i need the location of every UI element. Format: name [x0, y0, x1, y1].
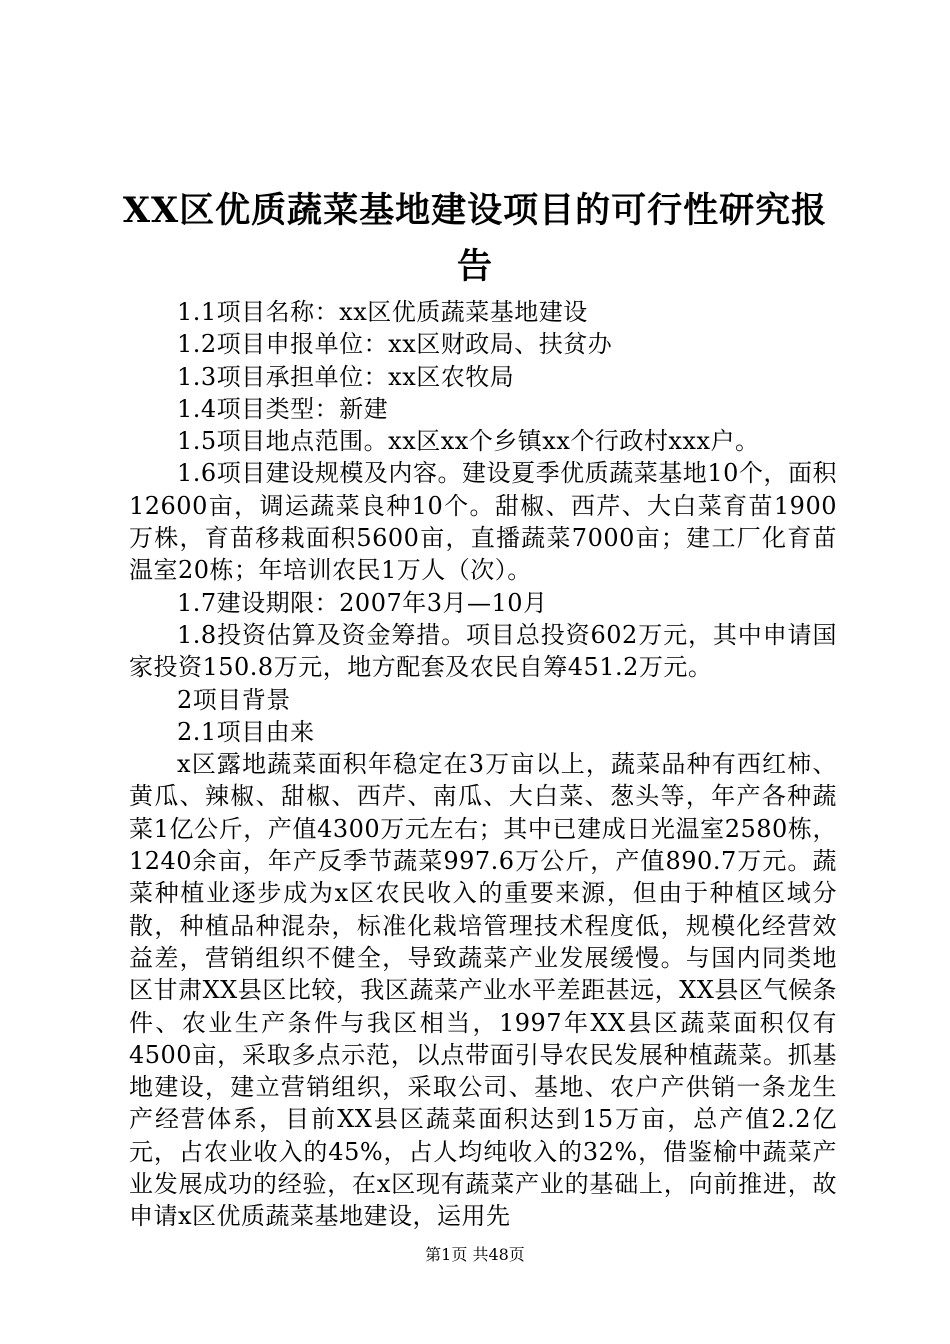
paragraph-project-type: 1.4项目类型：新建	[177, 394, 389, 423]
paragraph-origin-body: x区露地蔬菜面积年稳定在3万亩以上，蔬菜品种有西红柿、黄瓜、辣椒、甜椒、西芹、南瓜、大白菜、葱头等，年产各种蔬菜1亿公斤，产值4300万元左右；其中已建成日光温室2580栋，1240余亩，年产反季节蔬菜997.6万公斤，产值890.7万元。蔬菜种植业逐步成为x区农民收入的重要来源，但由于种植区域分散，种植品种混杂，标准化栽培管理技术程度低，规模化经营效益差，营销组织不健全，导致蔬菜产业发展缓慢。与国内同类地区甘肃XX县区比较，我区蔬菜产业水平差距甚远，XX县区气候条件、农业生产条件与我区相当，1997年XX县区蔬菜面积仅有4500亩，采取多点示范，以点带面引导农民发展种植蔬菜。抓基地建设，建立营销组织，采取公司、基地、农户产供销一条龙生产经营体系，目前XX县区蔬菜面积达到15万亩，总产值2.2亿元，占农业收入的45%，占人均纯收入的32%，借鉴榆中蔬菜产业发展成功的经验，在x区现有蔬菜产业的基础上，向前推进，故申请x区优质蔬菜基地建设，运用先	[129, 750, 837, 1231]
document-body	[129, 296, 837, 1233]
paragraph-period: 1.7建设期限：2007年3月—10月	[177, 588, 548, 617]
document-title-line-2: 告	[456, 246, 493, 287]
paragraph-location: 1.5项目地点范围。xx区xx个乡镇xx个行政村xxx户。	[177, 427, 760, 456]
subsection-heading-origin: 2.1项目由来	[177, 717, 315, 746]
section-heading-background: 2项目背景	[177, 685, 291, 714]
paragraph-applicant: 1.2项目申报单位：xx区财政局、扶贫办	[177, 330, 613, 359]
paragraph-undertaker: 1.3项目承担单位：xx区农牧局	[177, 362, 515, 391]
paragraph-investment: 1.8投资估算及资金筹措。项目总投资602万元，其中申请国家投资150.8万元，地方配套及农民自筹451.2万元。	[129, 620, 837, 682]
document-title-line-1: XX区优质蔬菜基地建设项目的可行性研究报	[122, 190, 828, 231]
page-footer: 第1页 共48页	[425, 1245, 525, 1264]
paragraph-project-name: 1.1项目名称：xx区优质蔬菜基地建设	[177, 298, 588, 326]
paragraph-scale: 1.6项目建设规模及内容。建设夏季优质蔬菜基地10个，面积12600亩，调运蔬菜良种10个。甜椒、西芹、大白菜育苗1900万株，育苗移栽面积5600亩，直播蔬菜7000亩；建工厂化育苗温室20栋；年培训农民1万人（次）。	[129, 459, 837, 585]
